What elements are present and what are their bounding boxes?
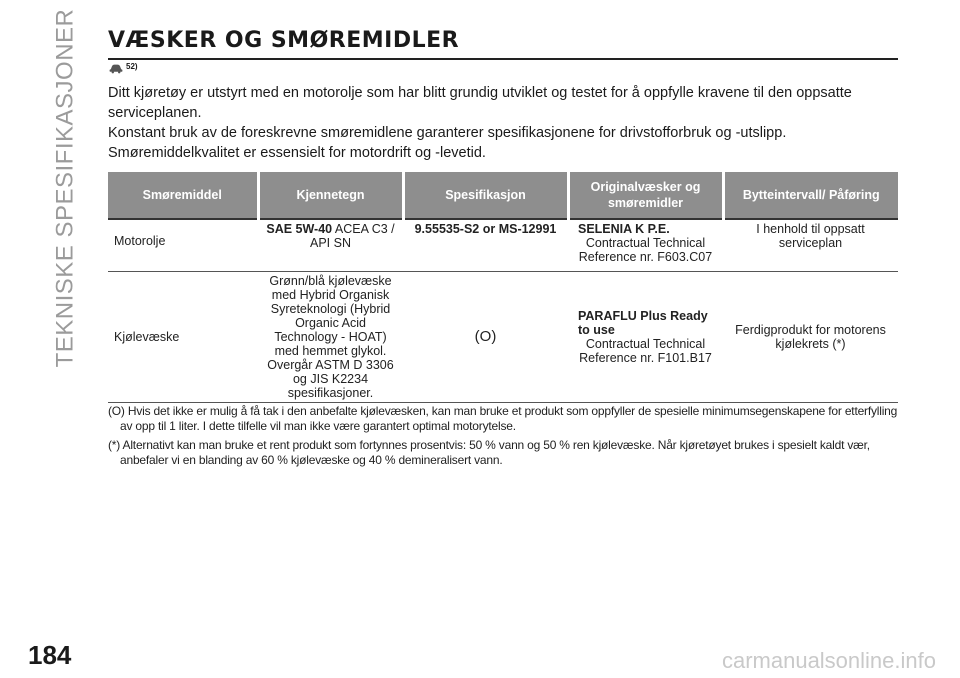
cell-original-fluid: SELENIA K P.E. Contractual Technical Reference nr. F603.C07	[568, 219, 723, 271]
cell-characteristics: SAE 5W-40 ACEA C3 / API SN	[258, 219, 403, 271]
cell-original-fluid: PARAFLU Plus Ready to use Contractual Technical Reference nr. F101.B17	[568, 271, 723, 402]
car-warning-icon	[108, 60, 124, 74]
cell-characteristics: Grønn/blå kjølevæske med Hybrid Organisk Syreteknologi (Hybrid Organic Acid Technology - HOAT) med hemmet glykol. Overgår ASTM D 3306 og JIS K2234 spesifikasjoner.	[258, 271, 403, 402]
cell-lubricant: Kjølevæske	[108, 271, 258, 402]
page-heading: VÆSKER OG SMØREMIDLER	[108, 28, 898, 60]
cell-lubricant: Motorolje	[108, 219, 258, 271]
page-number: 184	[28, 640, 72, 670]
header-original-fluids: Originalvæsker og smøremidler	[568, 172, 723, 219]
lubricant-table	[108, 172, 898, 403]
warning-ref-number: 52)	[126, 61, 138, 71]
cell-interval: I henhold til oppsatt serviceplan	[723, 219, 898, 271]
footnote-asterisk: (*) Alternativt kan man bruke et rent produkt som fortynnes prosentvis: 50 % vann og 50 % ren kjølevæske. Når kjøretøyet brukes i spesielt kaldt vær, anbefaler vi en blanding av 60 % kjølevæske og 40 % demineralisert vann.	[108, 438, 870, 467]
warning-reference	[108, 60, 138, 74]
cell-specification: 9.55535-S2 or MS-12991	[403, 219, 568, 271]
watermark: carmanualsonline.info	[721, 648, 936, 673]
table-row	[108, 219, 898, 271]
header-lubricant: Smøremiddel	[108, 172, 258, 219]
quality-paragraph: Konstant bruk av de foreskrevne smøremidlene garanterer spesifikasjonene for drivstofforbruk og -utslipp. Smøremiddelkvalitet er essensielt for motordrift og -levetid.	[108, 125, 787, 161]
header-specification: Spesifikasjon	[403, 172, 568, 219]
intro-paragraph: Ditt kjøretøy er utstyrt med en motorolje som har blitt grundig utviklet og testet for å oppfylle kravene til den oppsatte serviceplanen.	[108, 85, 852, 121]
cell-interval: Ferdigprodukt for motorens kjølekrets (*)	[723, 271, 898, 402]
section-side-title-text: TEKNISKE SPESIFIKASJONER	[51, 8, 79, 368]
cell-specification: (O)	[403, 271, 568, 402]
section-side-title	[50, 8, 80, 368]
header-interval: Bytteintervall/ Påføring	[723, 172, 898, 219]
table-header-row	[108, 172, 898, 219]
footnote-o: (O) Hvis det ikke er mulig å få tak i den anbefalte kjølevæsken, kan man bruke et produkt som oppfyller de spesielle minimumsegenskapene for etterfylling av opp til 1 liter. I dette tilfelle vil man ikke være garantert optimal motorytelse.	[108, 404, 898, 433]
table-row	[108, 271, 898, 402]
header-characteristics: Kjennetegn	[258, 172, 403, 219]
